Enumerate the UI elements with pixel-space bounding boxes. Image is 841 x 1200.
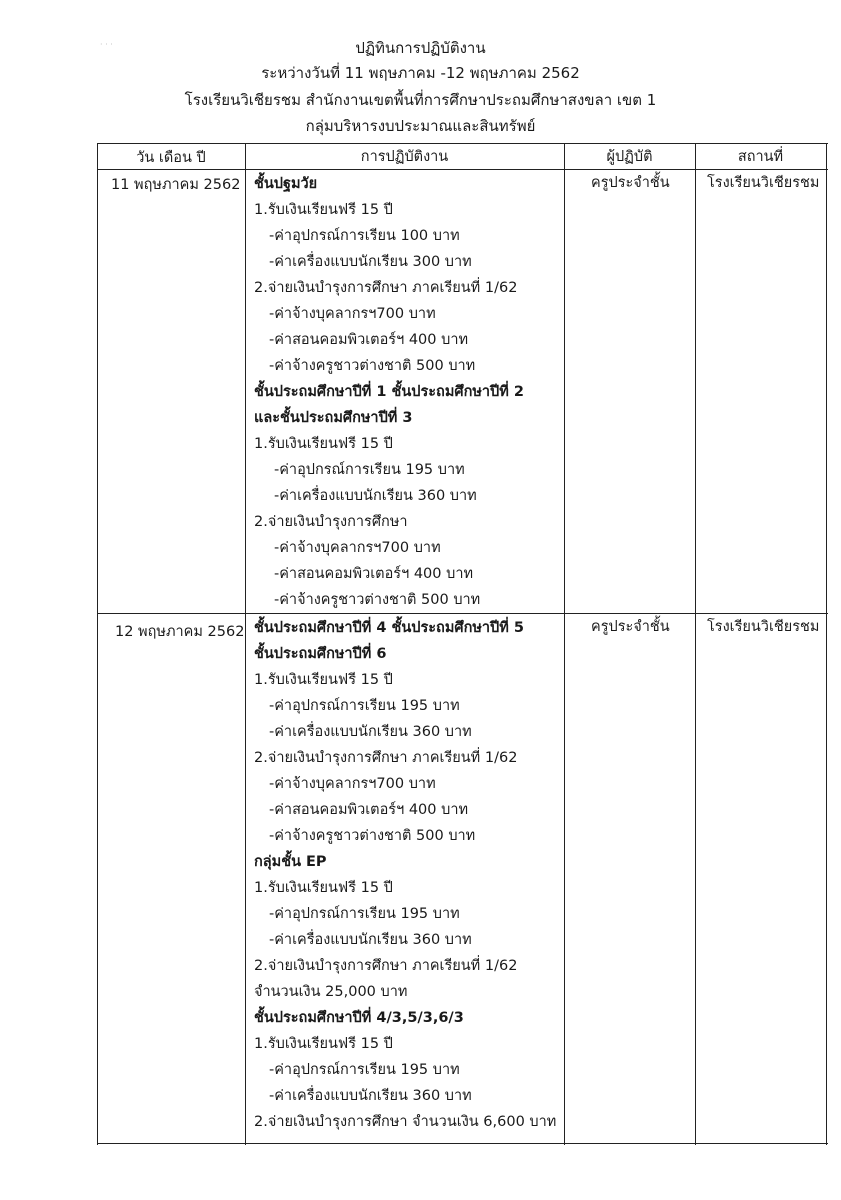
activity-line: -ค่าสอนคอมพิวเตอร์ฯ 400 บาท (274, 566, 474, 582)
activity-line: 1.รับเงินเรียนฟรี 15 ปี (254, 880, 393, 896)
row-2-operator: ครูประจำชั้น (591, 619, 670, 635)
row-1-place: โรงเรียนวิเชียรชม (707, 175, 820, 191)
table-border-bottom (97, 1143, 828, 1144)
header-date: วัน เดือน ปี (136, 150, 206, 166)
schedule-table (97, 143, 828, 1145)
col-divider-1 (245, 143, 246, 1145)
activity-line: -ค่าอุปกรณ์การเรียน 195 บาท (269, 1062, 460, 1078)
header-row-divider (97, 169, 828, 170)
header-activity: การปฏิบัติงาน (360, 149, 449, 165)
activity-line: -ค่าเครื่องแบบนักเรียน 360 บาท (269, 1088, 472, 1104)
doc-period: ระหว่างวันที่ 11 พฤษภาคม -12 พฤษภาคม 2562 (261, 64, 580, 82)
table-border-right (826, 143, 827, 1145)
activity-line: -ค่าเครื่องแบบนักเรียน 360 บาท (269, 724, 472, 740)
activity-line: -ค่าอุปกรณ์การเรียน 195 บาท (269, 906, 460, 922)
activity-line: 2.จ่ายเงินบำรุงการศึกษา จำนวนเงิน 6,600 บาท (254, 1114, 557, 1130)
activity-line: -ค่าสอนคอมพิวเตอร์ฯ 400 บาท (269, 802, 469, 818)
activity-line: 2.จ่ายเงินบำรุงการศึกษา ภาคเรียนที่ 1/62 (254, 750, 518, 766)
row-2-activities (254, 615, 559, 1135)
section-heading: ชั้นปฐมวัย (254, 176, 318, 192)
row-divider (97, 613, 828, 614)
section-heading: กลุ่มชั้น EP (254, 854, 327, 870)
activity-line: -ค่าสอนคอมพิวเตอร์ฯ 400 บาท (269, 332, 469, 348)
row-2-place: โรงเรียนวิเชียรชม (707, 619, 820, 635)
activity-line: -ค่าจ้างบุคลากรฯ700 บาท (269, 306, 436, 322)
activity-line: -ค่าอุปกรณ์การเรียน 195 บาท (269, 698, 460, 714)
activity-line: -ค่าจ้างบุคลากรฯ700 บาท (269, 776, 436, 792)
section-heading: และชั้นประถมศึกษาปีที่ 3 (254, 410, 413, 426)
table-border-top (97, 143, 828, 144)
activity-line: -ค่าอุปกรณ์การเรียน 195 บาท (274, 462, 465, 478)
header-place: สถานที่ (737, 149, 784, 165)
table-border-left (97, 143, 98, 1145)
header-operator: ผู้ปฏิบัติ (606, 149, 653, 165)
doc-school: โรงเรียนวิเชียรชม สำนักงานเขตพื้นที่การศึกษาประถมศึกษาสงขลา เขต 1 (184, 91, 657, 109)
activity-line: -ค่าจ้างครูชาวต่างชาติ 500 บาท (269, 828, 476, 844)
doc-group: กลุ่มบริหารงบประมาณและสินทรัพย์ (305, 117, 536, 135)
section-heading: ชั้นประถมศึกษาปีที่ 6 (254, 646, 387, 662)
row-2-date: 12 พฤษภาคม 2562 (115, 624, 245, 640)
row-1-date: 11 พฤษภาคม 2562 (111, 177, 241, 193)
activity-line: -ค่าจ้างครูชาวต่างชาติ 500 บาท (274, 592, 481, 608)
activity-line: 1.รับเงินเรียนฟรี 15 ปี (254, 1036, 393, 1052)
activity-line: 1.รับเงินเรียนฟรี 15 ปี (254, 672, 393, 688)
activity-line: -ค่าเครื่องแบบนักเรียน 300 บาท (269, 254, 472, 270)
section-heading: ชั้นประถมศึกษาปีที่ 4/3,5/3,6/3 (254, 1010, 464, 1026)
section-heading: ชั้นประถมศึกษาปีที่ 1 ชั้นประถมศึกษาปีที่ 2 (254, 384, 524, 400)
activity-line: 1.รับเงินเรียนฟรี 15 ปี (254, 202, 393, 218)
activity-line: -ค่าเครื่องแบบนักเรียน 360 บาท (274, 488, 477, 504)
row-1-activities (254, 171, 559, 613)
row-1-operator: ครูประจำชั้น (591, 175, 670, 191)
section-heading: ชั้นประถมศึกษาปีที่ 4 ชั้นประถมศึกษาปีที่ 5 (254, 620, 524, 636)
activity-line: 1.รับเงินเรียนฟรี 15 ปี (254, 436, 393, 452)
activity-line: 2.จ่ายเงินบำรุงการศึกษา (254, 514, 408, 530)
activity-line: 2.จ่ายเงินบำรุงการศึกษา ภาคเรียนที่ 1/62 (254, 958, 518, 974)
scan-speck: · · · (100, 40, 113, 49)
doc-title: ปฏิทินการปฏิบัติงาน (355, 39, 486, 57)
activity-line: 2.จ่ายเงินบำรุงการศึกษา ภาคเรียนที่ 1/62 (254, 280, 518, 296)
activity-line: -ค่าเครื่องแบบนักเรียน 360 บาท (269, 932, 472, 948)
activity-line: -ค่าจ้างบุคลากรฯ700 บาท (274, 540, 441, 556)
activity-line: -ค่าจ้างครูชาวต่างชาติ 500 บาท (269, 358, 476, 374)
col-divider-3 (695, 143, 696, 1145)
activity-line: จำนวนเงิน 25,000 บาท (254, 984, 408, 1000)
activity-line: -ค่าอุปกรณ์การเรียน 100 บาท (269, 228, 460, 244)
col-divider-2 (564, 143, 565, 1145)
